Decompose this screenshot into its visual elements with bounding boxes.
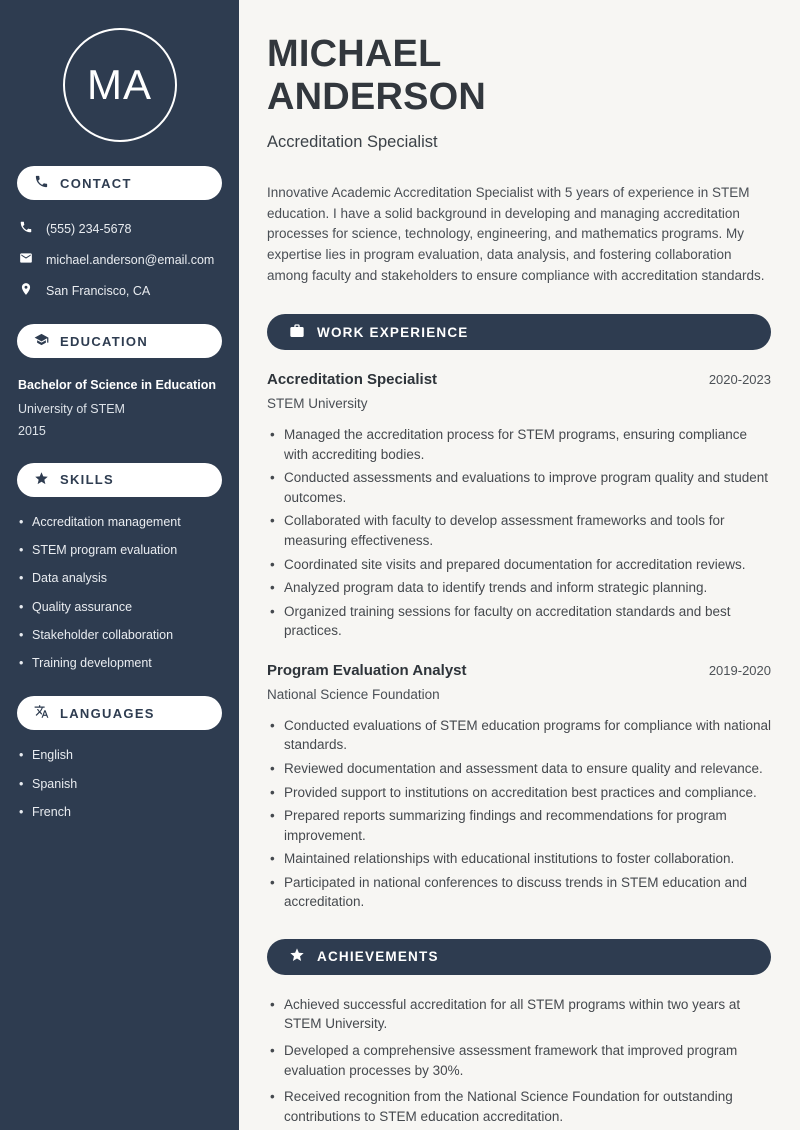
language-item: • Spanish	[17, 776, 222, 792]
avatar-initials: MA	[87, 61, 152, 108]
sidebar	[0, 0, 239, 1130]
job-bullet: • Provided support to institutions on accreditation best practices and compliance.	[267, 783, 771, 803]
work-experience-header	[267, 314, 771, 350]
job-bullets	[267, 425, 771, 641]
job-dates: 2020-2023	[708, 372, 771, 388]
email-icon	[19, 251, 33, 268]
degree-name: Bachelor of Science in Education	[18, 378, 216, 392]
job-bullet: • Collaborated with faculty to develop assessment frameworks and tools for measuring effectiveness.	[267, 511, 771, 550]
job-title: Program Evaluation Analyst	[267, 661, 467, 679]
achievement-bullet: • Received recognition from the National Science Foundation for outstanding contributions to STEM education accreditation.	[267, 1087, 771, 1126]
achievements-header	[267, 939, 771, 975]
job-bullet: • Reviewed documentation and assessment data to ensure quality and relevance.	[267, 759, 771, 779]
contact-location-row	[19, 282, 220, 299]
language-item: • French	[17, 804, 222, 820]
achievement-bullet: • Achieved successful accreditation for all STEM programs within two years at STEM University.	[267, 995, 771, 1034]
job-bullet: • Coordinated site visits and prepared documentation for accreditation reviews.	[267, 555, 771, 575]
phone-number: (555) 234-5678	[46, 221, 132, 236]
person-name	[267, 33, 771, 120]
achievement-bullet: • Developed a comprehensive assessment framework that improved program evaluation processes by 30%.	[267, 1041, 771, 1080]
skills-list	[17, 514, 222, 672]
languages-list	[17, 747, 222, 820]
job-bullets	[267, 716, 771, 912]
skills-section-title: SKILLS	[60, 472, 115, 488]
contact-phone-row	[19, 220, 220, 237]
star-icon	[289, 947, 305, 966]
briefcase-icon	[289, 323, 305, 342]
languages-section-title: LANGUAGES	[60, 705, 155, 721]
languages-section	[17, 696, 222, 820]
contact-section-header	[17, 166, 222, 200]
jobs-list	[267, 371, 771, 912]
school-name: University of STEM	[18, 401, 125, 416]
job-dates: 2019-2020	[708, 662, 771, 678]
work-experience-title: WORK EXPERIENCE	[317, 324, 469, 340]
achievements-title: ACHIEVEMENTS	[317, 949, 439, 965]
education-section	[17, 324, 222, 438]
contact-email-row	[19, 251, 220, 268]
translate-icon	[34, 704, 49, 722]
last-name: ANDERSON	[267, 76, 487, 119]
person-job-title: Accreditation Specialist	[267, 132, 438, 151]
skills-section	[17, 463, 222, 672]
contact-section	[17, 166, 222, 299]
skills-section-header	[17, 463, 222, 497]
job-bullet: • Participated in national conferences to discuss trends in STEM education and accreditation.	[267, 873, 771, 912]
job-company: STEM University	[267, 396, 368, 412]
job-bullet: • Analyzed program data to identify trends and inform strategic planning.	[267, 578, 771, 598]
star-icon	[34, 471, 49, 489]
phone-icon	[19, 220, 33, 237]
contact-list	[17, 220, 222, 299]
professional-summary: Innovative Academic Accreditation Specialist with 5 years of experience in STEM education. I have a solid background in developing and managing accreditation processes for science, technology, engineering, and mathematics programs. My expertise lies in program evaluation, data analysis, and fostering collaboration among faculty and stakeholders to ensure compliance with accreditation standards.	[267, 184, 765, 284]
location-pin-icon	[19, 282, 33, 299]
skill-item: • Training development	[17, 655, 222, 671]
location-text: San Francisco, CA	[46, 283, 151, 298]
job-header	[267, 662, 771, 679]
job-bullet: • Maintained relationships with educational institutions to foster collaboration.	[267, 849, 771, 869]
education-section-title: EDUCATION	[60, 333, 149, 349]
first-name: MICHAEL	[267, 33, 442, 75]
job-bullet: • Conducted assessments and evaluations to improve program quality and student outcomes.	[267, 468, 771, 507]
email-address: michael.anderson@email.com	[46, 252, 215, 267]
skill-item: • Stakeholder collaboration	[17, 627, 222, 643]
languages-section-header	[17, 696, 222, 730]
avatar	[63, 28, 177, 142]
job-bullet: • Prepared reports summarizing findings and recommendations for program improvement.	[267, 806, 771, 845]
job-entry	[267, 662, 771, 912]
job-company: National Science Foundation	[267, 686, 440, 702]
language-item: • English	[17, 747, 222, 763]
contact-section-title: CONTACT	[60, 175, 132, 191]
education-section-header	[17, 324, 222, 358]
skill-item: • Data analysis	[17, 570, 222, 586]
phone-icon	[34, 174, 49, 192]
job-entry	[267, 371, 771, 641]
education-entry	[17, 377, 222, 438]
graduation-year: 2015	[18, 423, 46, 438]
job-header	[267, 371, 771, 388]
job-bullet: • Organized training sessions for faculty on accreditation standards and best practices.	[267, 602, 771, 641]
job-title: Accreditation Specialist	[267, 371, 438, 389]
job-bullet: • Managed the accreditation process for STEM programs, ensuring compliance with accrediting bodies.	[267, 425, 771, 464]
skill-item: • STEM program evaluation	[17, 542, 222, 558]
achievements-list	[267, 995, 771, 1126]
skill-item: • Accreditation management	[17, 514, 222, 530]
skill-item: • Quality assurance	[17, 599, 222, 615]
job-bullet: • Conducted evaluations of STEM education programs for compliance with national standards.	[267, 716, 771, 755]
graduation-cap-icon	[34, 332, 49, 350]
main-content	[239, 0, 800, 1130]
